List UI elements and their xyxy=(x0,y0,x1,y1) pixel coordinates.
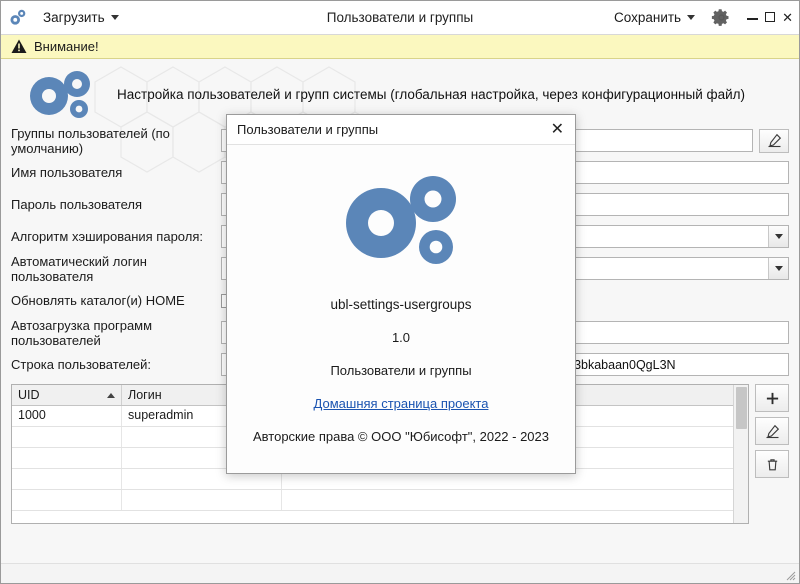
edit-icon xyxy=(765,424,780,439)
add-user-button[interactable] xyxy=(755,384,789,412)
label-password: Пароль пользователя xyxy=(11,197,143,212)
warning-text: Внимание! xyxy=(34,39,99,54)
dialog-title-bar xyxy=(227,115,575,145)
label-user-groups: Группы пользователей (по умолчанию) xyxy=(11,125,170,156)
about-dialog xyxy=(226,114,576,474)
status-bar xyxy=(1,563,799,583)
label-update-home: Обновлять каталог(и) HOME xyxy=(11,293,185,308)
load-menu-label: Загрузить xyxy=(43,10,105,25)
cell-login xyxy=(122,490,282,510)
copyright-text: Авторские права © ООО "Юбисофт", 2022 - 2023 xyxy=(252,429,550,444)
warning-icon xyxy=(11,39,27,54)
dialog-close-button[interactable]: ✕ xyxy=(550,120,564,138)
table-vertical-scrollbar[interactable] xyxy=(733,385,748,523)
package-version: 1.0 xyxy=(391,330,411,345)
chevron-down-icon[interactable] xyxy=(768,226,788,247)
maximize-button[interactable] xyxy=(765,11,775,24)
label-autostart: Автозагрузка программ пользователей xyxy=(11,317,153,348)
homepage-link[interactable]: Домашняя страница проекта xyxy=(313,396,489,411)
column-header-login-label: Логин xyxy=(128,388,162,402)
page-title: Настройка пользователей и групп системы (глобальная настройка, через конфигурационный файл) xyxy=(117,86,746,102)
resize-grip-icon[interactable] xyxy=(784,569,796,581)
save-menu-button[interactable] xyxy=(608,7,701,28)
label-hash-algorithm: Алгоритм хэширования пароля: xyxy=(11,229,203,244)
label-users-string: Строка пользователей: xyxy=(11,357,152,372)
trash-icon xyxy=(765,457,780,472)
save-menu-label: Сохранить xyxy=(614,10,682,25)
delete-user-button[interactable] xyxy=(755,450,789,478)
close-button[interactable]: ✕ xyxy=(782,10,793,25)
chevron-down-icon[interactable] xyxy=(768,258,788,279)
sort-ascending-icon xyxy=(107,393,115,398)
cell-uid: 1000 xyxy=(12,406,122,426)
warning-bar xyxy=(1,35,799,59)
cell-uid xyxy=(12,490,122,510)
title-bar xyxy=(1,1,799,35)
window-title: Пользователи и группы xyxy=(326,10,474,25)
scrollbar-thumb[interactable] xyxy=(736,387,747,429)
table-row[interactable] xyxy=(12,490,748,511)
package-description: Пользователи и группы xyxy=(330,363,472,378)
label-username: Имя пользователя xyxy=(11,165,123,180)
package-name: ubl-settings-usergroups xyxy=(330,297,472,312)
chevron-down-icon xyxy=(687,15,695,20)
edit-user-groups-button[interactable] xyxy=(759,129,789,153)
column-header-uid-label: UID xyxy=(18,388,40,402)
plus-icon xyxy=(765,391,780,406)
cell-uid xyxy=(12,469,122,489)
edit-user-button[interactable] xyxy=(755,417,789,445)
dialog-body xyxy=(227,145,575,473)
settings-gear-icon[interactable] xyxy=(711,7,733,29)
cell-login: superadmin xyxy=(122,406,282,426)
cell-uid xyxy=(12,427,122,447)
dialog-title: Пользователи и группы xyxy=(237,122,379,137)
gears-icon xyxy=(19,64,103,124)
cell-extra xyxy=(282,490,748,510)
label-autologin: Автоматический логин пользователя xyxy=(11,253,147,284)
chevron-down-icon xyxy=(111,15,119,20)
load-menu-button[interactable] xyxy=(37,7,125,28)
cell-uid xyxy=(12,448,122,468)
minimize-button[interactable] xyxy=(747,11,758,24)
column-header-uid[interactable] xyxy=(12,385,122,405)
table-action-buttons xyxy=(755,384,789,524)
app-gear-icon xyxy=(7,7,29,29)
edit-icon xyxy=(767,133,782,148)
gears-icon xyxy=(326,171,476,281)
